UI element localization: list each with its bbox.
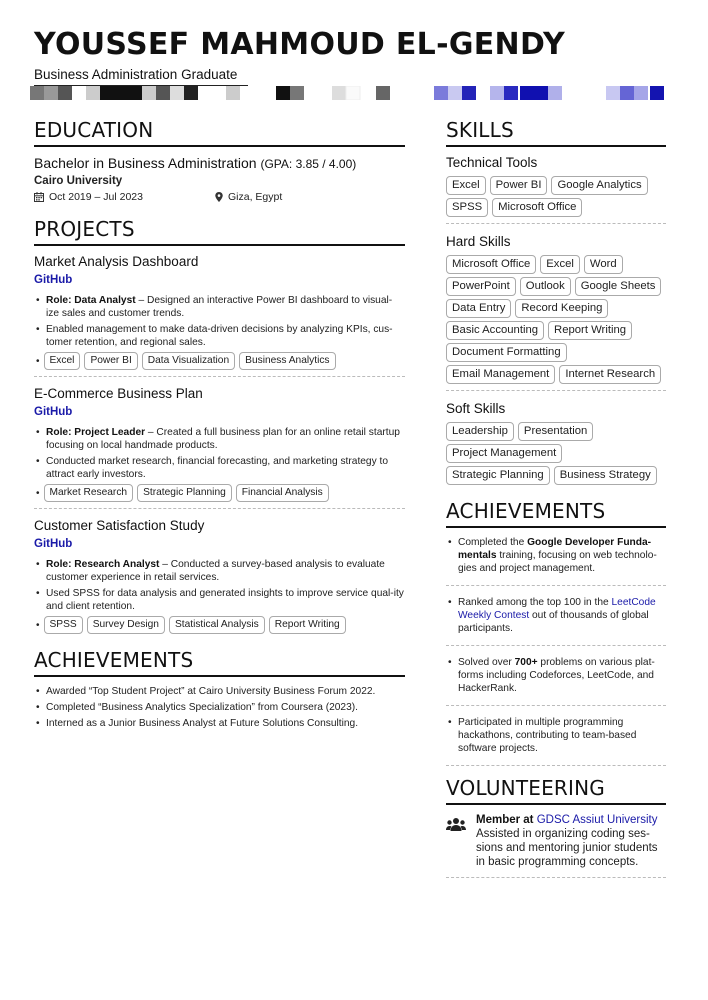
list-item: • Role: Research Analyst – Conducted a survey-based analysis to evaluate customer experience in retail services.	[34, 558, 405, 584]
project-bullets	[34, 294, 405, 349]
education-location: Giza, Egypt	[215, 191, 282, 203]
right-column	[446, 118, 666, 888]
achievements-list	[446, 536, 666, 766]
project-title: E-Commerce Business Plan	[34, 386, 203, 401]
volunteering-section	[446, 776, 666, 878]
skill-tag: Document Formatting	[446, 343, 567, 362]
project-item	[34, 254, 405, 377]
project-github-link[interactable]: GitHub	[34, 274, 73, 286]
skills-section	[446, 118, 666, 485]
volunteering-description: Assisted in organizing coding ses-sions and mentoring junior students in basic programming concepts.	[476, 828, 658, 868]
skill-tag: Google Sheets	[575, 277, 662, 296]
skill-tag: Basic Accounting	[446, 321, 544, 340]
skill-tag: Microsoft Office	[446, 255, 536, 274]
achievements-section-left	[34, 648, 405, 730]
school-name: Cairo University	[34, 175, 123, 187]
skill-tag: Google Analytics	[551, 176, 647, 195]
section-title-achievements: ACHIEVEMENTS	[34, 648, 405, 677]
hard-skills-tags	[446, 255, 666, 384]
project-bullets	[34, 558, 405, 613]
skill-tag: Business Strategy	[554, 466, 657, 485]
technical-tools-tags	[446, 176, 666, 217]
list-item: • Completed “Business Analytics Specialization” from Coursera (2023).	[34, 701, 405, 714]
project-tags: • Market Research Strategic Planning Financial Analysis	[34, 484, 405, 502]
soft-skills-tags	[446, 422, 666, 485]
project-github-link[interactable]: GitHub	[34, 406, 73, 418]
location-pin-icon	[215, 192, 223, 202]
list-item: • Awarded “Top Student Project” at Cairo University Business Forum 2022.	[34, 685, 405, 698]
skill-tag: Email Management	[446, 365, 555, 384]
skill-tag: Report Writing	[548, 321, 632, 340]
skill-tag: Report Writing	[269, 616, 346, 634]
project-tags: • Excel Power BI Data Visualization Business Analytics	[34, 352, 405, 370]
skill-tag: Internet Research	[559, 365, 661, 384]
achievements-list	[34, 685, 405, 730]
degree	[34, 155, 405, 171]
project-title: Customer Satisfaction Study	[34, 518, 205, 533]
skill-tag: Strategic Planning	[137, 484, 232, 502]
project-item	[34, 386, 405, 509]
volunteering-role: Member at GDSC Assiut University	[476, 814, 658, 826]
list-item: • Ranked among the top 100 in the LeetCode Weekly Contest out of thousands of global participants.	[446, 596, 666, 646]
list-item: • Completed the Google Developer Funda-mentals training, focusing on web technolo-gies and project management.	[446, 536, 666, 586]
skill-tag: Excel	[446, 176, 486, 195]
list-item: • Solved over 700+ problems on various plat-forms including Codeforces, LeetCode, and HackerRank.	[446, 656, 666, 706]
skill-group-title: Soft Skills	[446, 401, 506, 416]
divider	[34, 376, 405, 377]
skill-tag: PowerPoint	[446, 277, 516, 296]
divider	[34, 508, 405, 509]
list-item: • Enabled management to make data-driven decisions by analyzing KPIs, cus-tomer retention, and regional sales.	[34, 323, 405, 349]
skill-tag: Data Entry	[446, 299, 511, 318]
skill-tag: Market Research	[44, 484, 134, 502]
achievements-section-right	[446, 499, 666, 766]
project-title: Market Analysis Dashboard	[34, 254, 199, 269]
skill-tag: Excel	[44, 352, 81, 370]
education-section	[34, 118, 405, 203]
section-title-projects: PROJECTS	[34, 217, 405, 246]
section-title-skills: SKILLS	[446, 118, 666, 147]
list-item: • Conducted market research, financial forecasting, and marketing strategy to attract early investors.	[34, 455, 405, 481]
section-title-volunteering: VOLUNTEERING	[446, 776, 666, 805]
list-item: • Participated in multiple programming hackathons, contributing to team-based software projects.	[446, 716, 666, 766]
skill-tag: Record Keeping	[515, 299, 608, 318]
skill-tag: Strategic Planning	[446, 466, 550, 485]
candidate-title: Business Administration Graduate	[34, 67, 248, 86]
skill-tag: Business Analytics	[239, 352, 335, 370]
skill-tag: Leadership	[446, 422, 514, 441]
list-item: • Used SPSS for data analysis and generated insights to improve service qual-ity and client retention.	[34, 587, 405, 613]
section-title-education: EDUCATION	[34, 118, 405, 147]
section-title-achievements: ACHIEVEMENTS	[446, 499, 666, 528]
calendar-icon	[34, 192, 44, 202]
skill-tag: Presentation	[518, 422, 593, 441]
divider	[446, 390, 666, 391]
skill-tag: Microsoft Office	[492, 198, 582, 217]
divider	[446, 877, 666, 878]
left-column	[34, 118, 405, 733]
divider	[446, 223, 666, 224]
skill-tag: Outlook	[520, 277, 571, 296]
project-tags: • SPSS Survey Design Statistical Analysis Report Writing	[34, 616, 405, 634]
project-item	[34, 518, 405, 634]
skill-tag: SPSS	[446, 198, 488, 217]
resume-header	[34, 28, 674, 86]
skill-tag: Project Management	[446, 444, 562, 463]
skill-tag: Word	[584, 255, 623, 274]
list-item: • Role: Data Analyst – Designed an interactive Power BI dashboard to visual-ize sales and customer trends.	[34, 294, 405, 320]
skill-tag: Power BI	[490, 176, 548, 195]
gpa: (GPA: 3.85 / 4.00)	[260, 157, 357, 171]
skill-tag: Power BI	[84, 352, 137, 370]
volunteering-text	[476, 813, 666, 869]
project-github-link[interactable]: GitHub	[34, 538, 73, 550]
education-dates: Oct 2019 – Jul 2023	[34, 191, 143, 203]
project-bullets	[34, 426, 405, 481]
projects-section	[34, 217, 405, 634]
list-item: • Role: Project Leader – Created a full business plan for an online retail startup focusing on local handmade products.	[34, 426, 405, 452]
list-item: • Interned as a Junior Business Analyst at Future Solutions Consulting.	[34, 717, 405, 730]
skill-tag: Statistical Analysis	[169, 616, 265, 634]
org-link[interactable]: GDSC Assiut University	[536, 814, 658, 826]
skill-tag: SPSS	[44, 616, 83, 634]
candidate-name: YOUSSEF MAHMOUD EL-GENDY	[34, 27, 565, 62]
skill-tag: Excel	[540, 255, 580, 274]
skill-tag: Survey Design	[87, 616, 165, 634]
skill-group-title: Hard Skills	[446, 234, 511, 249]
education-meta	[34, 191, 405, 203]
degree-name: Bachelor in Business Administration	[34, 155, 257, 171]
skill-tag: Financial Analysis	[236, 484, 329, 502]
skill-group-title: Technical Tools	[446, 155, 538, 170]
redacted-contact-bar	[30, 86, 670, 100]
skill-tag: Data Visualization	[142, 352, 235, 370]
leetcode-link[interactable]: LeetCode Weekly Contest	[458, 597, 656, 621]
volunteering-item	[446, 813, 666, 869]
people-group-icon	[446, 817, 466, 833]
